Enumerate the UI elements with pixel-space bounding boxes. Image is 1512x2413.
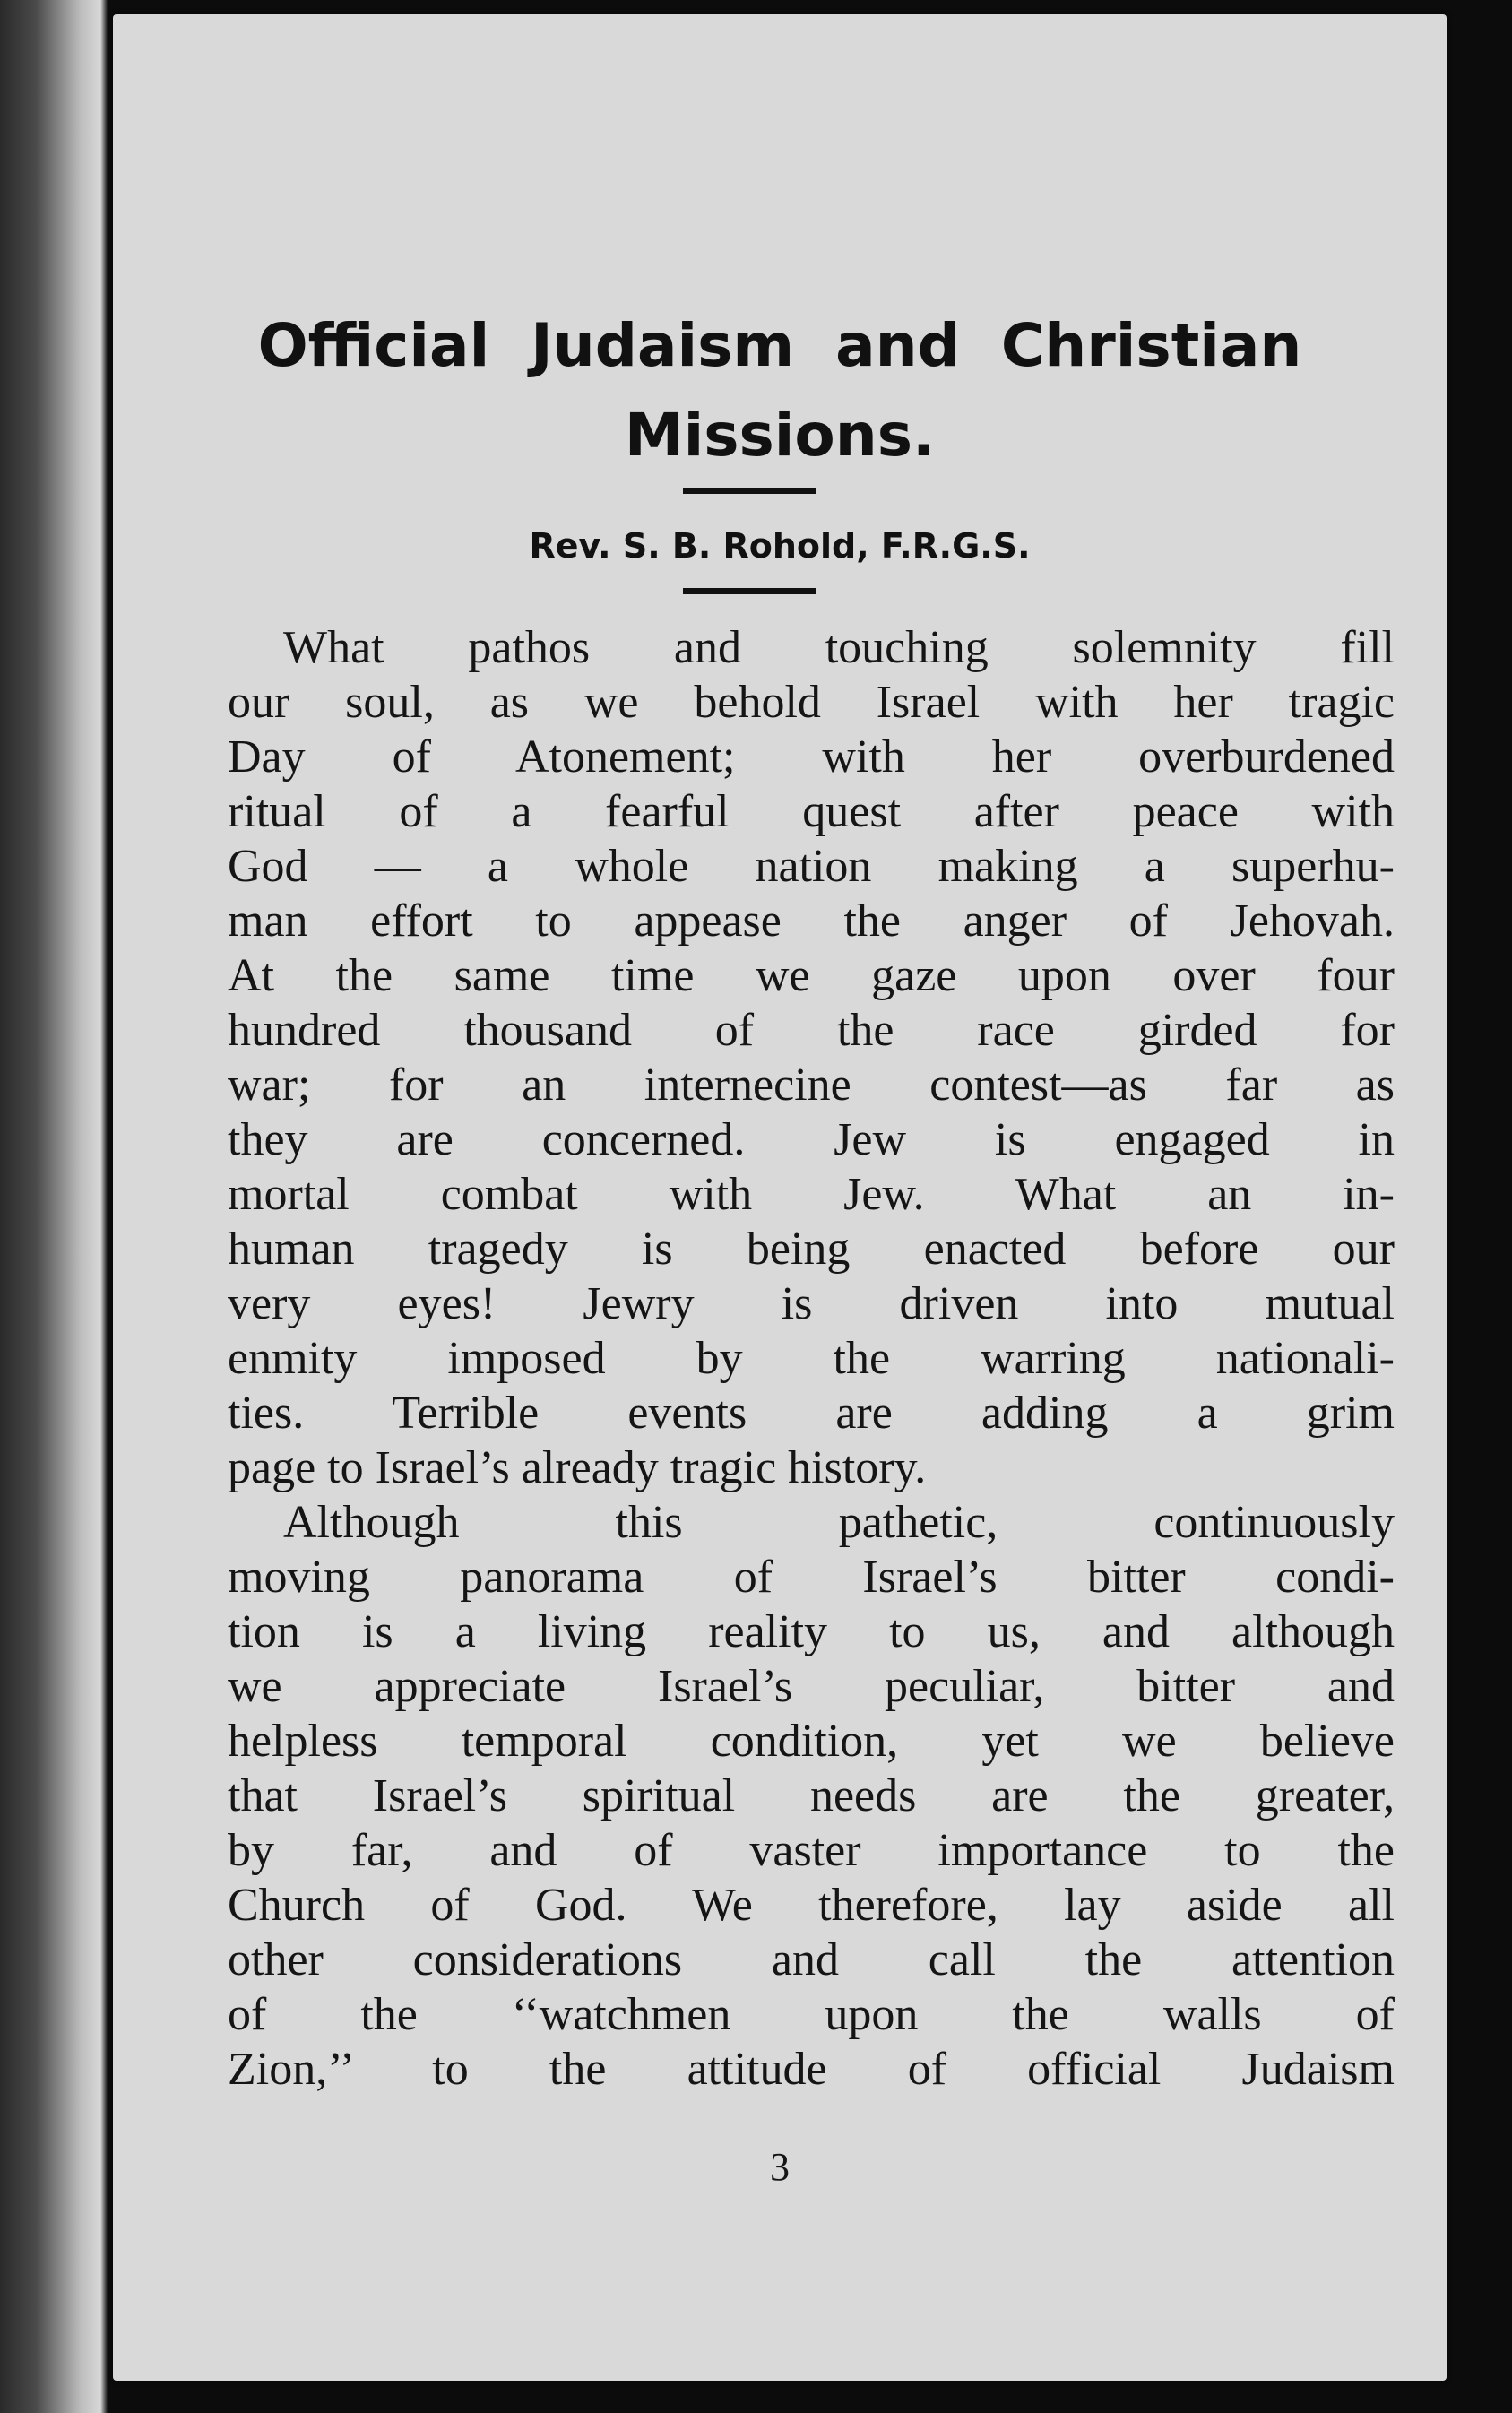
paragraph-2 [228, 1495, 1395, 2097]
author-byline: Rev. S. B. Rohold, F.R.G.S. [529, 526, 1031, 566]
text-line: mortal combat with Jew. What an in- [228, 1169, 1395, 1220]
text-line: our soul, as we behold Israel with her tragic [228, 677, 1395, 728]
text-line: we appreciate Israel’s peculiar, bitter and [228, 1661, 1395, 1712]
page-title [113, 301, 1447, 480]
text-line: hundred thousand of the race girded for [228, 1005, 1395, 1056]
text-line: of the ‘‘watchmen upon the walls of [228, 1989, 1395, 2040]
text-line: human tragedy is being enacted before our [228, 1224, 1395, 1275]
text-line: page to Israel’s already tragic history. [228, 1442, 927, 1493]
text-line: Although this pathetic, continuously [283, 1497, 1395, 1548]
text-line: enmity imposed by the warring nationali- [228, 1333, 1395, 1384]
previous-page-edge [0, 0, 108, 2413]
text-line: Church of God. We therefore, lay aside all [228, 1880, 1395, 1931]
rule-above-author [683, 488, 816, 494]
text-line: man effort to appease the anger of Jehovah. [228, 895, 1395, 947]
text-line: moving panorama of Israel’s bitter condi- [228, 1552, 1395, 1603]
book-page [113, 14, 1447, 2381]
title-line-1: Official Judaism and Christian [257, 311, 1302, 380]
text-line: that Israel’s spiritual needs are the greater, [228, 1770, 1395, 1821]
text-line: by far, and of vaster importance to the [228, 1825, 1395, 1876]
paragraph-1 [228, 620, 1395, 1495]
text-line: tion is a living reality to us, and although [228, 1606, 1395, 1657]
text-line: helpless temporal condition, yet we believe [228, 1716, 1395, 1767]
title-line-2: Missions. [624, 401, 936, 470]
text-line: At the same time we gaze upon over four [228, 950, 1395, 1001]
text-line: other considerations and call the attention [228, 1934, 1395, 1985]
text-line: Day of Atonement; with her overburdened [228, 731, 1395, 783]
rule-below-author [683, 588, 816, 594]
text-line: Zion,’’ to the attitude of official Judaism [228, 2044, 1395, 2095]
body-text [228, 620, 1395, 2097]
text-line: ritual of a fearful quest after peace with [228, 786, 1395, 837]
page-number: 3 [770, 2145, 790, 2189]
text-line: war; for an internecine contest—as far as [228, 1059, 1395, 1111]
text-line: What pathos and touching solemnity fill [283, 622, 1395, 673]
text-line: God — a whole nation making a superhu- [228, 841, 1395, 892]
text-line: ties. Terrible events are adding a grim [228, 1388, 1395, 1439]
text-line: they are concerned. Jew is engaged in [228, 1114, 1395, 1165]
text-line: very eyes! Jewry is driven into mutual [228, 1278, 1395, 1329]
